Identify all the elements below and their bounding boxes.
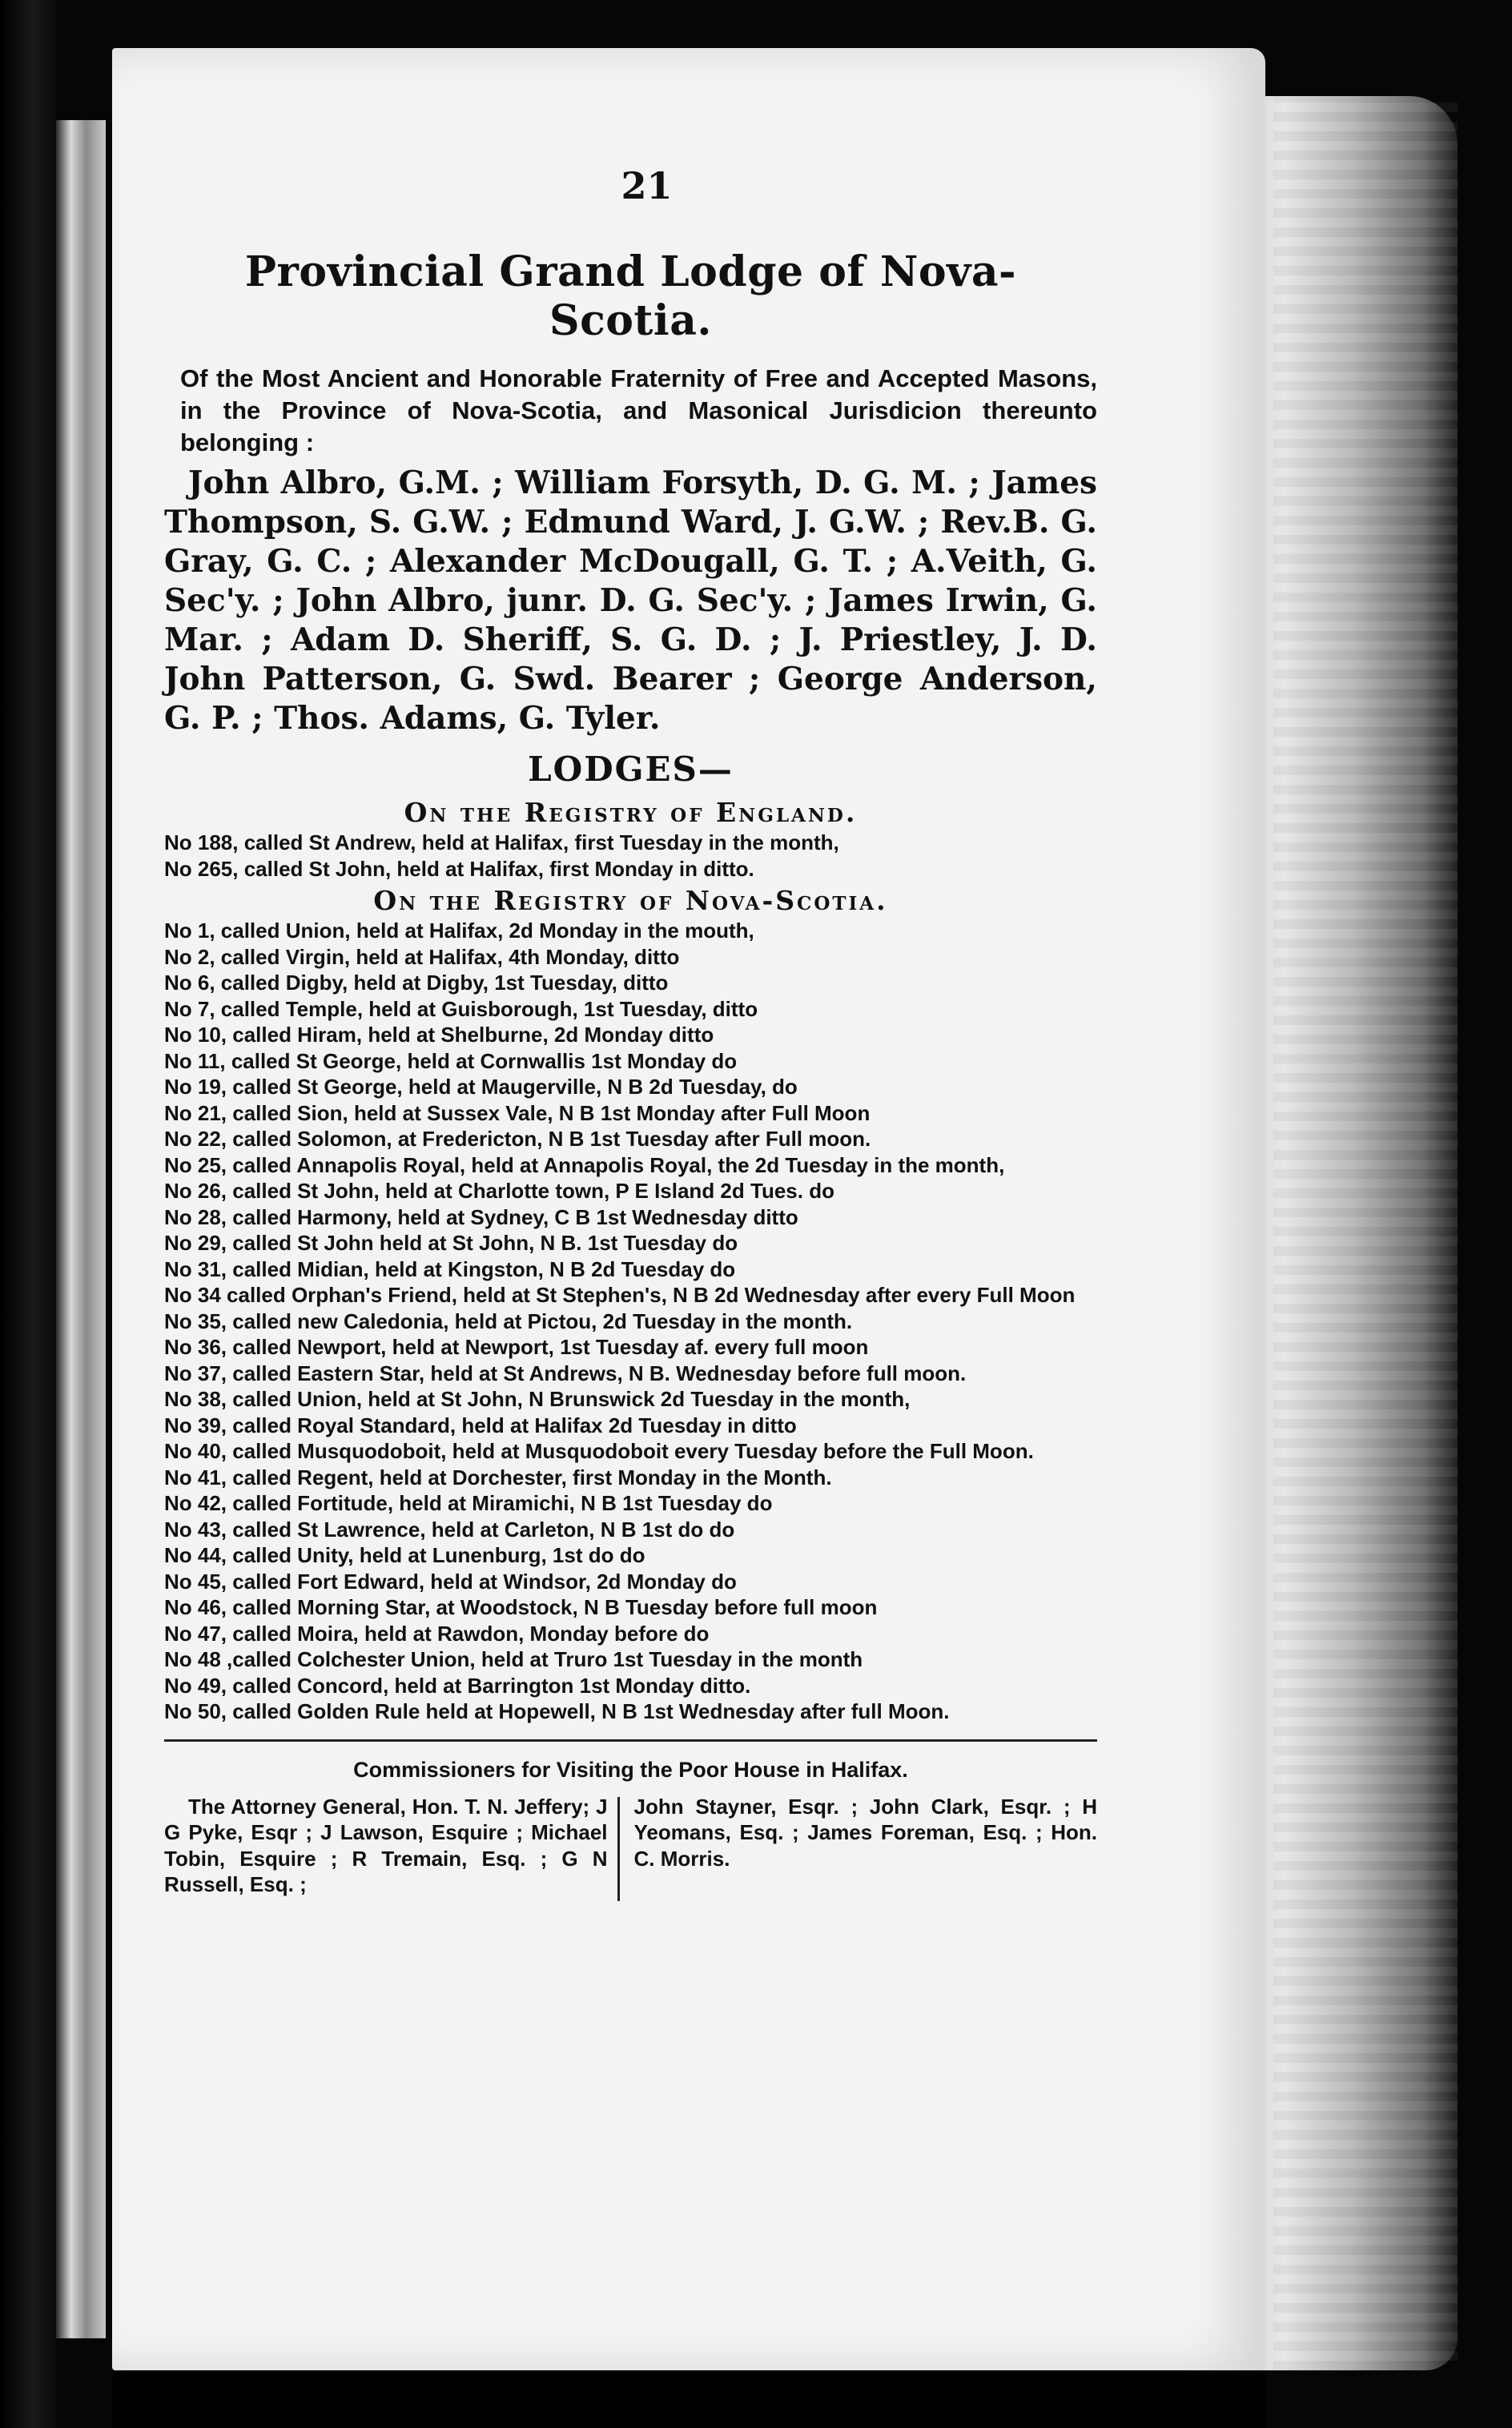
lodge-entry: No 34 called Orphan's Friend, held at St Stephen's, N B 2d Wednesday after every Full Moon	[164, 1283, 1076, 1307]
commissioners-columns	[164, 1794, 1097, 1901]
registry-nova-scotia-heading: On the Registry of Nova-Scotia.	[373, 885, 888, 916]
lodge-entry: No 50, called Golden Rule held at Hopewell, N B 1st Wednesday after full Moon.	[164, 1699, 950, 1723]
lodge-entry: No 19, called St George, held at Maugerville, N B 2d Tuesday, do	[164, 1075, 798, 1099]
lodge-entry: No 29, called St John held at St John, N B. 1st Tuesday do	[164, 1231, 738, 1255]
lodge-entry: No 46, called Morning Star, at Woodstock, N B Tuesday before full moon	[164, 1595, 878, 1619]
lodge-entry: No 1, called Union, held at Halifax, 2d Monday in the mouth,	[164, 919, 754, 943]
lodge-entry: No 26, called St John, held at Charlotte town, P E Island 2d Tues. do	[164, 1179, 834, 1203]
lodge-entry: No 49, called Concord, held at Barrington 1st Monday ditto.	[164, 1673, 751, 1698]
lodge-entry: No 11, called St George, held at Cornwallis 1st Monday do	[164, 1048, 738, 1073]
lodge-entry: No 44, called Unity, held at Lunenburg, 1st do do	[164, 1543, 645, 1567]
lodge-entry: No 10, called Hiram, held at Shelburne, 2d Monday ditto	[164, 1023, 714, 1047]
lodge-entry: No 37, called Eastern Star, held at St Andrews, N B. Wednesday before full moon.	[164, 1361, 967, 1385]
lodge-entry: No 48 ,called Colchester Union, held at Truro 1st Tuesday in the month	[164, 1647, 863, 1671]
section-divider	[164, 1739, 1097, 1742]
officers-list: John Albro, G.M. ; William Forsyth, D. G. M. ; James Thompson, S. G.W. ; Edmund Ward, J. G.W. ; Rev.B. G. Gray, G. C. ; Alexander McDougall, G. T. ; A.Veith, G. Sec'y. ; John Albro, junr. D. G. Sec'y. ; James Irwin, G. Mar. ; Adam D. Sheriff, S. G. D. ; J. Priestley, J. D. John Patterson, G. Swd. Bearer ; George Anderson, G. P. ; Thos. Adams, G. Tyler.	[164, 464, 1097, 737]
lodge-entry: No 25, called Annapolis Royal, held at Annapolis Royal, the 2d Tuesday in the month,	[164, 1152, 1005, 1177]
book-spine-edge	[56, 120, 106, 2338]
lodge-entry: No 6, called Digby, held at Digby, 1st Tuesday, ditto	[164, 971, 669, 995]
page-title: Provincial Grand Lodge of Nova-Scotia.	[244, 247, 1017, 345]
lodge-entry: No 28, called Harmony, held at Sydney, C B 1st Wednesday ditto	[164, 1204, 798, 1229]
commissioners-left-column: The Attorney General, Hon. T. N. Jeffery; J G Pyke, Esqr ; J Lawson, Esquire ; Michael Tobin, Esquire ; R Tremain, Esq. ; G N Russell, Esq. ;	[164, 1794, 608, 1896]
lodge-entry: No 47, called Moira, held at Rawdon, Monday before do	[164, 1621, 710, 1646]
page-number: 21	[621, 164, 673, 207]
registry-england-heading: On the Registry of England.	[404, 797, 858, 828]
lodge-entry: No 7, called Temple, held at Guisborough, 1st Tuesday, ditto	[164, 996, 758, 1021]
registry-nova-scotia-list	[164, 918, 1097, 1725]
lodge-entry: No 31, called Midian, held at Kingston, N B 2d Tuesday do	[164, 1256, 736, 1281]
lodge-entry: No 38, called Union, held at St John, N Brunswick 2d Tuesday in the month,	[164, 1387, 911, 1411]
lodge-entry: No 36, called Newport, held at Newport, 1st Tuesday af. every full moon	[164, 1335, 869, 1359]
lodges-heading: LODGES—	[528, 750, 734, 789]
lodge-entry: No 22, called Solomon, at Fredericton, N B 1st Tuesday after Full moon.	[164, 1127, 871, 1151]
lodge-entry: No 40, called Musquodoboit, held at Musquodoboit every Tuesday before the Full Moon.	[164, 1439, 1034, 1463]
lodge-entry: No 41, called Regent, held at Dorchester, first Monday in the Month.	[164, 1465, 832, 1489]
registry-england-list	[164, 830, 1097, 882]
page-content	[164, 164, 1097, 1901]
lodge-entry: No 35, called new Caledonia, held at Pictou, 2d Tuesday in the month.	[164, 1308, 853, 1333]
commissioners-right-column: John Stayner, Esqr. ; John Clark, Esqr. ; H Yeomans, Esq. ; James Foreman, Esq. ; Hon. C. Morris.	[633, 1794, 1097, 1871]
lodge-entry: No 39, called Royal Standard, held at Halifax 2d Tuesday in ditto	[164, 1413, 797, 1437]
lodge-entry: No 21, called Sion, held at Sussex Vale, N B 1st Monday after Full Moon	[164, 1100, 871, 1125]
lodge-entry: No 42, called Fortitude, held at Miramichi, N B 1st Tuesday do	[164, 1491, 773, 1515]
scan-bottom-edge	[112, 2370, 1265, 2428]
lodge-entry: No 188, called St Andrew, held at Halifax, first Tuesday in the month,	[164, 830, 839, 854]
page-subtitle: Of the Most Ancient and Honorable Fraternity of Free and Accepted Masons, in the Province of Nova-Scotia, and Masonical Jurisdicion thereunto belonging :	[180, 364, 1097, 456]
lodge-entry: No 45, called Fort Edward, held at Windsor, 2d Monday do	[164, 1569, 737, 1594]
lodge-entry: No 43, called St Lawrence, held at Carleton, N B 1st do do	[164, 1517, 735, 1542]
lodge-entry: No 2, called Virgin, held at Halifax, 4th Monday, ditto	[164, 944, 680, 969]
commissioners-heading: Commissioners for Visiting the Poor House in Halifax.	[353, 1757, 908, 1782]
scan-left-edge	[0, 0, 56, 2428]
lodge-entry: No 265, called St John, held at Halifax, first Monday in ditto.	[164, 856, 754, 881]
